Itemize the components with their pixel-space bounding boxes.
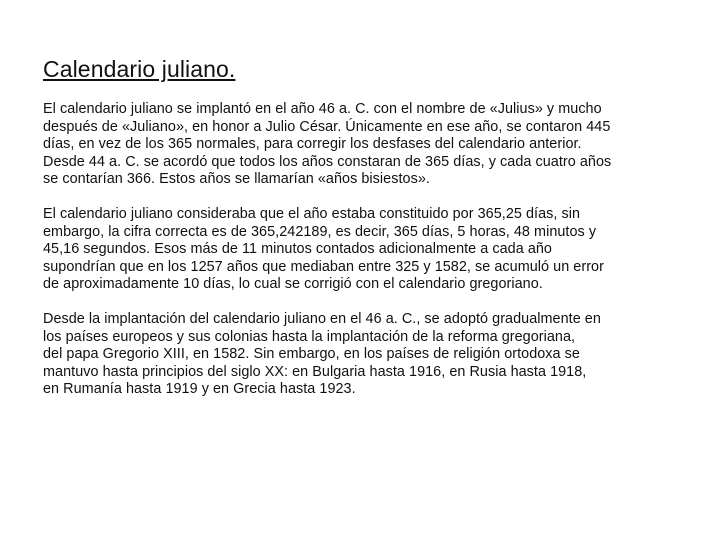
paragraph-line: en Rumanía hasta 1919 y en Grecia hasta 1923. [43, 381, 356, 398]
slide-body [43, 101, 683, 416]
paragraph-line: de aproximadamente 10 días, lo cual se corrigió con el calendario gregoriano. [43, 276, 543, 293]
paragraph-line: mantuvo hasta principios del siglo XX: en Bulgaria hasta 1916, en Rusia hasta 1918, [43, 363, 587, 380]
slide-title: Calendario juliano. [43, 56, 236, 82]
paragraph-line: del papa Gregorio XIII, en 1582. Sin embargo, en los países de religión ortodoxa se [43, 346, 580, 363]
paragraph-introduction [43, 101, 683, 189]
paragraph-line: los países europeos y sus colonias hasta la implantación de la reforma gregoriana, [43, 328, 576, 345]
paragraph-line: supondrían que en los 1257 años que mediaban entre 325 y 1582, se acumuló un error [43, 258, 604, 275]
paragraph-line: Desde 44 a. C. se acordó que todos los años constaran de 365 días, y cada cuatro años [43, 153, 612, 170]
paragraph-line: después de «Juliano», en honor a Julio César. Únicamente en ese año, se contaron 445 [43, 118, 611, 135]
paragraph-year-length [43, 206, 683, 294]
paragraph-line: Desde la implantación del calendario juliano en el 46 a. C., se adoptó gradualmente en [43, 310, 601, 327]
paragraph-line: 45,16 segundos. Esos más de 11 minutos contados adicionalmente a cada año [43, 241, 552, 258]
paragraph-adoption [43, 311, 683, 399]
paragraph-line: El calendario juliano se implantó en el año 46 a. C. con el nombre de «Julius» y mucho [43, 101, 602, 117]
paragraph-line: días, en vez de los 365 normales, para corregir los desfases del calendario anterior. [43, 136, 582, 153]
paragraph-line: se contarían 366. Estos años se llamarían «años bisiestos». [43, 171, 430, 188]
paragraph-line: embargo, la cifra correcta es de 365,242189, es decir, 365 días, 5 horas, 48 minutos y [43, 223, 597, 240]
paragraph-line: El calendario juliano consideraba que el año estaba constituido por 365,25 días, sin [43, 205, 581, 222]
